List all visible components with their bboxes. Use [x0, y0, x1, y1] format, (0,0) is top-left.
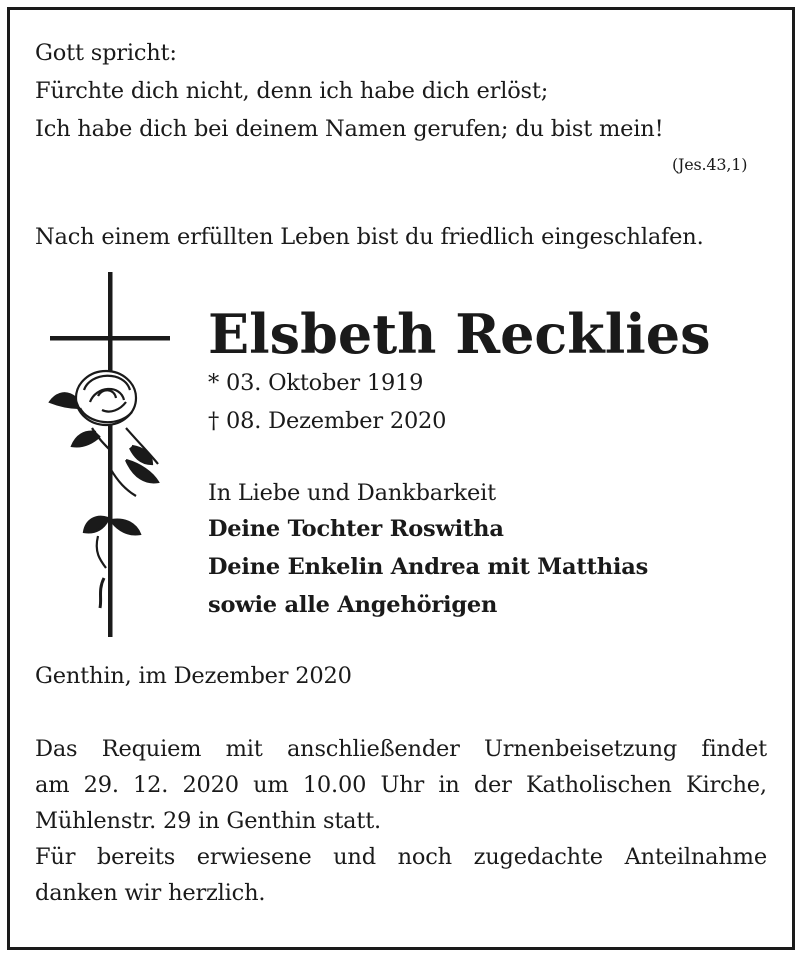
rose-icon — [50, 371, 158, 608]
word: am — [35, 772, 70, 798]
word: 10.00 — [302, 772, 367, 798]
word: bereits — [96, 844, 176, 870]
mourner-daughter: Deine Tochter Roswitha — [208, 516, 504, 542]
verse-line-3: Ich habe dich bei deinem Namen gerufen; du bist mein! — [35, 116, 664, 142]
mourner-relatives: sowie alle Angehörigen — [208, 592, 498, 618]
word: Kirche, — [685, 772, 767, 798]
word: anschließender — [286, 736, 460, 762]
service-line-3: Mühlenstr. 29 in Genthin statt. — [35, 808, 382, 834]
word: Urnenbeisetzung — [484, 736, 678, 762]
word: findet — [701, 736, 767, 762]
word: in — [438, 772, 460, 798]
word: um — [253, 772, 289, 798]
word: Anteilnahme — [624, 844, 767, 870]
mourners-heading: In Liebe und Dankbarkeit — [208, 480, 496, 506]
word: der — [473, 772, 512, 798]
verse-reference: (Jes.43,1) — [672, 155, 748, 174]
word: 29. — [83, 772, 119, 798]
mourner-granddaughter: Deine Enkelin Andrea mit Matthias — [208, 554, 649, 580]
word: Katholischen — [525, 772, 672, 798]
word: erwiesene — [196, 844, 312, 870]
service-line-4 — [35, 846, 767, 869]
birth-date: * 03. Oktober 1919 — [208, 370, 424, 396]
cross-icon — [50, 272, 170, 637]
word: mit — [225, 736, 263, 762]
place-date: Genthin, im Dezember 2020 — [35, 663, 352, 689]
deceased-name: Elsbeth Recklies — [208, 302, 711, 366]
service-line-1 — [35, 738, 767, 761]
verse-line-1: Gott spricht: — [35, 40, 177, 66]
word: Für — [35, 844, 76, 870]
word: Requiem — [101, 736, 202, 762]
verse-line-2: Fürchte dich nicht, denn ich habe dich erlöst; — [35, 78, 549, 104]
death-date: † 08. Dezember 2020 — [208, 408, 447, 434]
cross-rose-illustration — [40, 268, 175, 640]
word: 2020 — [182, 772, 239, 798]
service-line-5: danken wir herzlich. — [35, 880, 266, 906]
word: Uhr — [380, 772, 425, 798]
word: Das — [35, 736, 78, 762]
word: 12. — [133, 772, 169, 798]
word: zugedachte — [473, 844, 603, 870]
service-line-2 — [35, 774, 767, 797]
word: noch — [397, 844, 452, 870]
intro-text: Nach einem erfüllten Leben bist du friedlich eingeschlafen. — [35, 224, 704, 250]
word: und — [333, 844, 376, 870]
